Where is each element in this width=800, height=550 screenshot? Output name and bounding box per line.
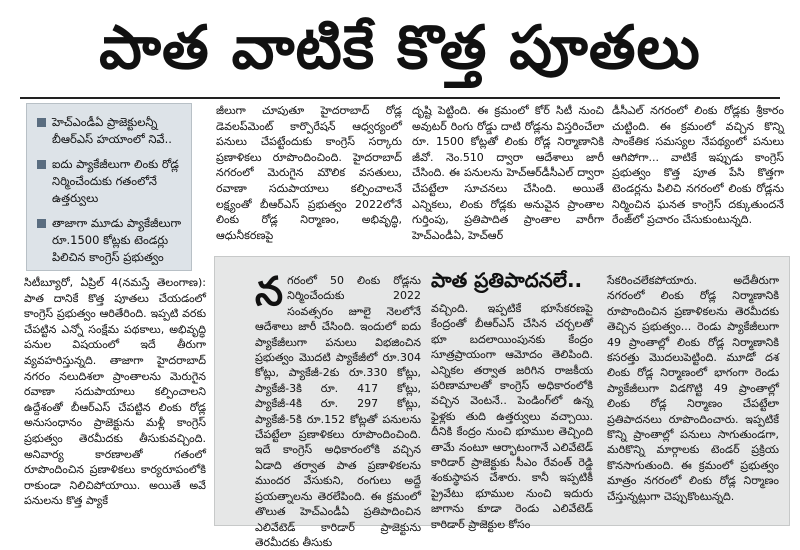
highlight-item bbox=[37, 156, 185, 207]
headline: పాత వాటికే కొత్త పూతలు bbox=[99, 13, 701, 83]
box-column-1-text: గరంలో 50 లింకు రోడ్లను నిర్మించేందుకు 2022 సంవత్సరం జూలై నెలలోనే ఆదేశాలు జారీ చేసింది. ఇందులో ఐదు ప్యాకేజీలుగా పనులు విభజించిన ప్రభుత్వం మొదటి ప్యాకేజీలో రూ.304 కోట్లు, ప్యాకేజీ-2కు రూ.330 కోట్లు, ప్యాకేజీ-3కి రూ. 417 కోట్లు, ప్యాకేజీ-4కి రూ. 297 కోట్లు, ప్యాకేజీ-5కి రూ.152 కోట్లతో పనులను చేపట్టేలా ప్రణాళికలు రూపొందించింది. ఇదే కాంగ్రెస్ అధికారంలోకి వచ్చిన ఏడాది తర్వాత పాత ప్రణాళికలను ముందర వేసుకుని, రంగులు అద్దే ప్రయత్నాలను తెరలేపింది. ఈ క్రమంలో తొలుత హెచ్‌ఎండీఏ ప్రతిపాదించిన ఎలివేటెడ్ కారిడార్ ప్రాజెక్టును తెరమీదకు తీసుకు bbox=[255, 274, 421, 549]
highlight-text: హెచ్‌ఎండీఏ ప్రాజెక్టులన్నీ బీఆర్‌ఎస్ హయాంలో నివే.. bbox=[52, 115, 172, 146]
highlight-text: ఐదు ప్యాకేజీలుగా లింకు రోడ్ల నిర్మించేందుకు గతంలోనే ఉత్తర్వులు bbox=[52, 157, 179, 205]
box-column-3: సేకరించలేకపోయారు. అదేతీరుగా నగరంలో లింకు రోడ్ల నిర్మాణానికి రూపొందించిన ప్రణాళికలను తెరమీదకు తెచ్చిన ప్రభుత్వం... రెండు ప్యాకేజీలుగా 49 ప్రాంతాల్లో లింకు రోడ్ల నిర్మాణానికి కసరత్తు మొదలుపెట్టింది. మూడో దశ లింకు రోడ్ల నిర్మాణంలో భాగంగా రెండు ప్యాకేజీలుగా విడగొట్టి 49 ప్రాంతాల్లో లింకు రోడ్ల నిర్మాణం చేపట్టేలా ప్రతిపాదనలు రూపొందించారు. ఇప్పటికే కొన్ని ప్రాంతాల్లో పనులు సాగుతుండగా, మరికొన్ని మార్గాలకు టెండర్ ప్రక్రియ కొనసాగుతుంది. ఈ క్రమంలో ప్రభుత్వం మాత్రం నగరంలో లింకు రోడ్ల నిర్మాణం చేస్తున్నట్లుగా చెప్పుకొంటున్నది. bbox=[607, 274, 779, 503]
article-column-4: డీసీఎల్ నగరంలో లింకు రోడ్లకు శ్రీకారం చుట్టింది. ఈ క్రమంలో వచ్చిన కొన్ని సాంకేతిక సమస్యల నేపథ్యంలో పనులు ఆగిపోగా... వాటికే ఇప్పుడు కాంగ్రెస్ ప్రభుత్వం కొత్త పూత పేసి కొత్తగా టెండర్లను పిలిచి నగరంలో లింకు రోడ్లను నిర్మించిన ఘనత కాంగ్రెస్ దక్కుతుందనే రేంజ్‌లో ప్రచారం చేసుకుంటున్నది. bbox=[612, 104, 784, 227]
box-subheading: పాత ప్రతిపాదనలే.. bbox=[431, 268, 583, 292]
box-column-1 bbox=[255, 269, 421, 549]
highlight-item bbox=[37, 215, 185, 266]
article-column-1: సిటీబ్యూరో, ఏప్రిల్ 4(నమస్తే తెలంగాణ): పాత దానికే కొత్త పూతలు చేయడంలో కాంగ్రెస్ ప్రభుత్వం ఆరితేరింది. ఇప్పటి వరకు చేపట్టిన ఎన్నో సంక్షేమ పథకాలు, అభివృద్ధి పనుల విషయంలో ఇదే తీరుగా వ్యవహరిస్తున్నది. తాజాగా హైదరాబాద్ నగరం నలుదిశలా ప్రాంతాలను మెరుగైన రవాణా సదుపాయాలు కల్పించాలని ఉద్దేశంతో బీఆర్‌ఎస్ చేపట్టిన లింకు రోడ్ల అనుసంధానం ప్రాజెక్టును మళ్లీ కాంగ్రెస్ ప్రభుత్వం తెరమీదకు తీసుకువచ్చింది. అనివార్య కారణాలతో గతంలో రూపొందించిన ప్రణాళికలు కార్యరూపంలోకి రాకుండా నిలిచిపోయాయి. అయితే అవే పనులను కొత్త ప్యాకే bbox=[24, 276, 206, 508]
highlight-item bbox=[37, 114, 185, 148]
bullet-square-icon bbox=[37, 219, 46, 228]
bullet-square-icon bbox=[37, 118, 46, 127]
article-column-2: జీలుగా చూపుతూ హైదరాబాద్ రోడ్ల డెవలప్‌మెంట్ కార్పొరేషన్ ఆధ్వర్యంలో పనులు చేపట్టేందుకు కాంగ్రెస్ సర్కారు ప్రణాళికలు రూపొందించింది. హైదరాబాద్ నగరంలో మెరుగైన మౌలిక వసతులు, రవాణా సదుపాయాలు కల్పించాలనే లక్ష్యంతో బీఆర్‌ఎస్ ప్రభుత్వం 2022లోనే లింకు రోడ్ల నిర్మాణం, అభివృద్ధి, ఆధునీకరణపై bbox=[216, 104, 402, 242]
headline-rule bbox=[20, 97, 780, 99]
highlight-text: తాజాగా మూడు ప్యాకేజీలుగా రూ.1500 కోట్లకు టెండర్లు పిలిచిన కాంగ్రెస్ ప్రభుత్వం bbox=[52, 216, 182, 264]
shaded-box bbox=[214, 256, 790, 549]
highlights-box bbox=[26, 103, 192, 271]
article-column-3: దృష్టి పెట్టింది. ఈ క్రమంలో కోర్ సిటీ నుంచి అవుటర్ రింగు రోడ్డు దాటి రోడ్లను విస్తరించేలా రూ. 1500 కోట్లతో లింకు రోడ్ల నిర్మాణానికి జీవో. నెం.510 ద్వారా ఆదేశాలు జారీ చేసింది. ఈ పనులను హెచ్‌ఆర్‌డీసీఎల్ ద్వారా చేపట్టేలా సూచనలు చేసింది. అయితే ఎన్నికలు, లింకు రోడ్లకు అనువైన ప్రాంతాల గుర్తింపు, ప్రతిపాదిత ప్రాంతాల వారీగా హెచ్‌ఎండీఏ, హెచ్‌ఆర్ bbox=[412, 104, 604, 242]
drop-cap: న bbox=[255, 269, 284, 315]
box-column-2: వచ్చింది. ఇప్పటికే భూసేకరణపై కేంద్రంతో బీఆర్‌ఎస్ చేసిన చర్చలతో భూ బదలాయింపునకు కేంద్రం సూత్రప్రాయంగా ఆమోదం తెలిపింది. ఎన్నికల తర్వాత జరిగిన రాజకీయ పరిణామాలతో కాంగ్రెస్ అధికారంలోకి వచ్చిన వెంటనే.. పెండింగ్‌లో ఉన్న ఫైళ్లకు తుది ఉత్తర్వులు వచ్చాయి. దీనికి కేంద్రం నుంచి భూముల తెచ్చింది తామే నంటూ ఆర్భాటంగానే ఎలివేటెడ్ కారిడార్ ప్రాజెక్టుకు సీఎం రేవంత్ రెడ్డి శంకుస్థాపన చేశారు. కానీ ఇప్పటికీ ప్రైవేటు భూముల నుంచి ఇదురు జాగాను కూడా రెండు ఎలివేటెడ్ కారిడార్ ప్రాజెక్టుల కోసం bbox=[431, 302, 593, 531]
bullet-square-icon bbox=[37, 160, 46, 169]
